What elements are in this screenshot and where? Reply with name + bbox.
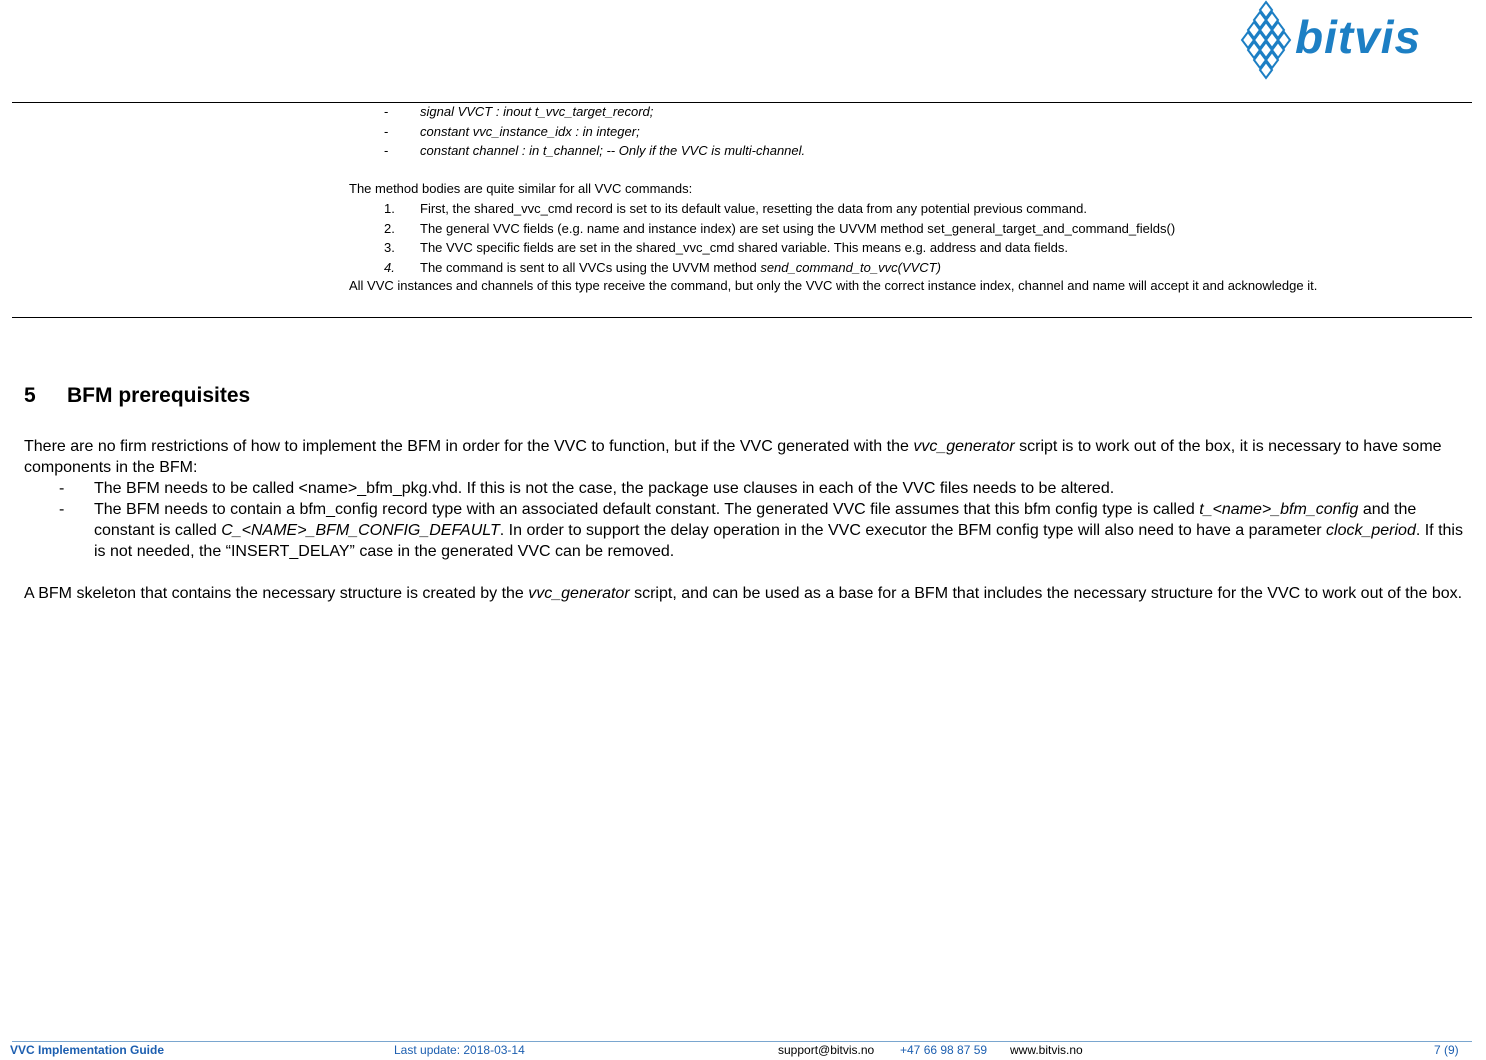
method-intro: The method bodies are quite similar for all VVC commands: [349,181,693,196]
footer-website-link[interactable]: www.bitvis.no [1010,1043,1083,1057]
list-item: - constant channel : in t_channel; -- Only if the VVC is multi-channel. [384,143,806,158]
list-item: - constant vvc_instance_idx : in integer; [384,123,640,139]
section-rule [12,317,1472,318]
method-outro: All VVC instances and channels of this type receive the command, but only the VVC with the correct instance index, channel and name will accept it and acknowledge it. [349,278,1318,293]
paragraph: A BFM skeleton that contains the necessary structure is created by the vvc_generator script, and can be used as a base for a BFM that includes the necessary structure for the VVC to work out of the box. [24,585,1463,602]
steps-list [384,199,1464,277]
footer-phone: +47 66 98 87 59 [900,1043,988,1057]
page-number: 7 (9) [1434,1043,1459,1057]
footer-title: VVC Implementation Guide [10,1043,165,1057]
list-item: 2. The general VVC fields (e.g. name and instance index) are set using the UVVM method set_general_target_and_command_fields() [384,220,1176,236]
logo-mark-icon [1238,0,1298,86]
paragraph: There are no firm restrictions of how to implement the BFM in order for the VVC to function, but if the VVC generated with the vvc_generator script is to work out of the box, it is necessary to have some components in the BFM: [24,438,1442,476]
section-heading: 5 BFM prerequisites [24,384,251,407]
list-item: 3. The VVC specific fields are set in the shared_vvc_cmd shared variable. This means e.g. address and data fields. [384,240,1068,255]
footer-rule [12,1041,1472,1042]
list-item: - The BFM needs to be called <name>_bfm_pkg.vhd. If this is not the case, the package use clauses in each of the VVC files needs to be altered. [59,480,1115,497]
list-item: - signal VVCT : inout t_vvc_target_record; [384,104,654,119]
logo-wordmark: bitvis [1295,11,1422,63]
footer-updated: Last update: 2018-03-14 [394,1043,525,1057]
list-item: - The BFM needs to contain a bfm_config record type with an associated default constant. The generated VVC file assumes that this bfm config type is called t_<name>_bfm_config and the constant is called C_<NAME>_BFM_CONFIG_DEFAULT. In order to support the delay operation in the VVC executor the BFM config type will also need to have a parameter clock_period. If this is not needed, the “INSERT_DELAY” case in the generated VVC can be removed. [59,501,1463,560]
parameter-list [384,102,1464,161]
section-body [24,436,1464,604]
list-item: 4. The command is sent to all VVCs using the UVVM method send_command_to_vvc(VVCT) [384,259,941,275]
list-item: 1. First, the shared_vvc_cmd record is set to its default value, resetting the data from any potential previous command. [384,201,1087,216]
footer-email-link[interactable]: support@bitvis.no [778,1043,875,1057]
